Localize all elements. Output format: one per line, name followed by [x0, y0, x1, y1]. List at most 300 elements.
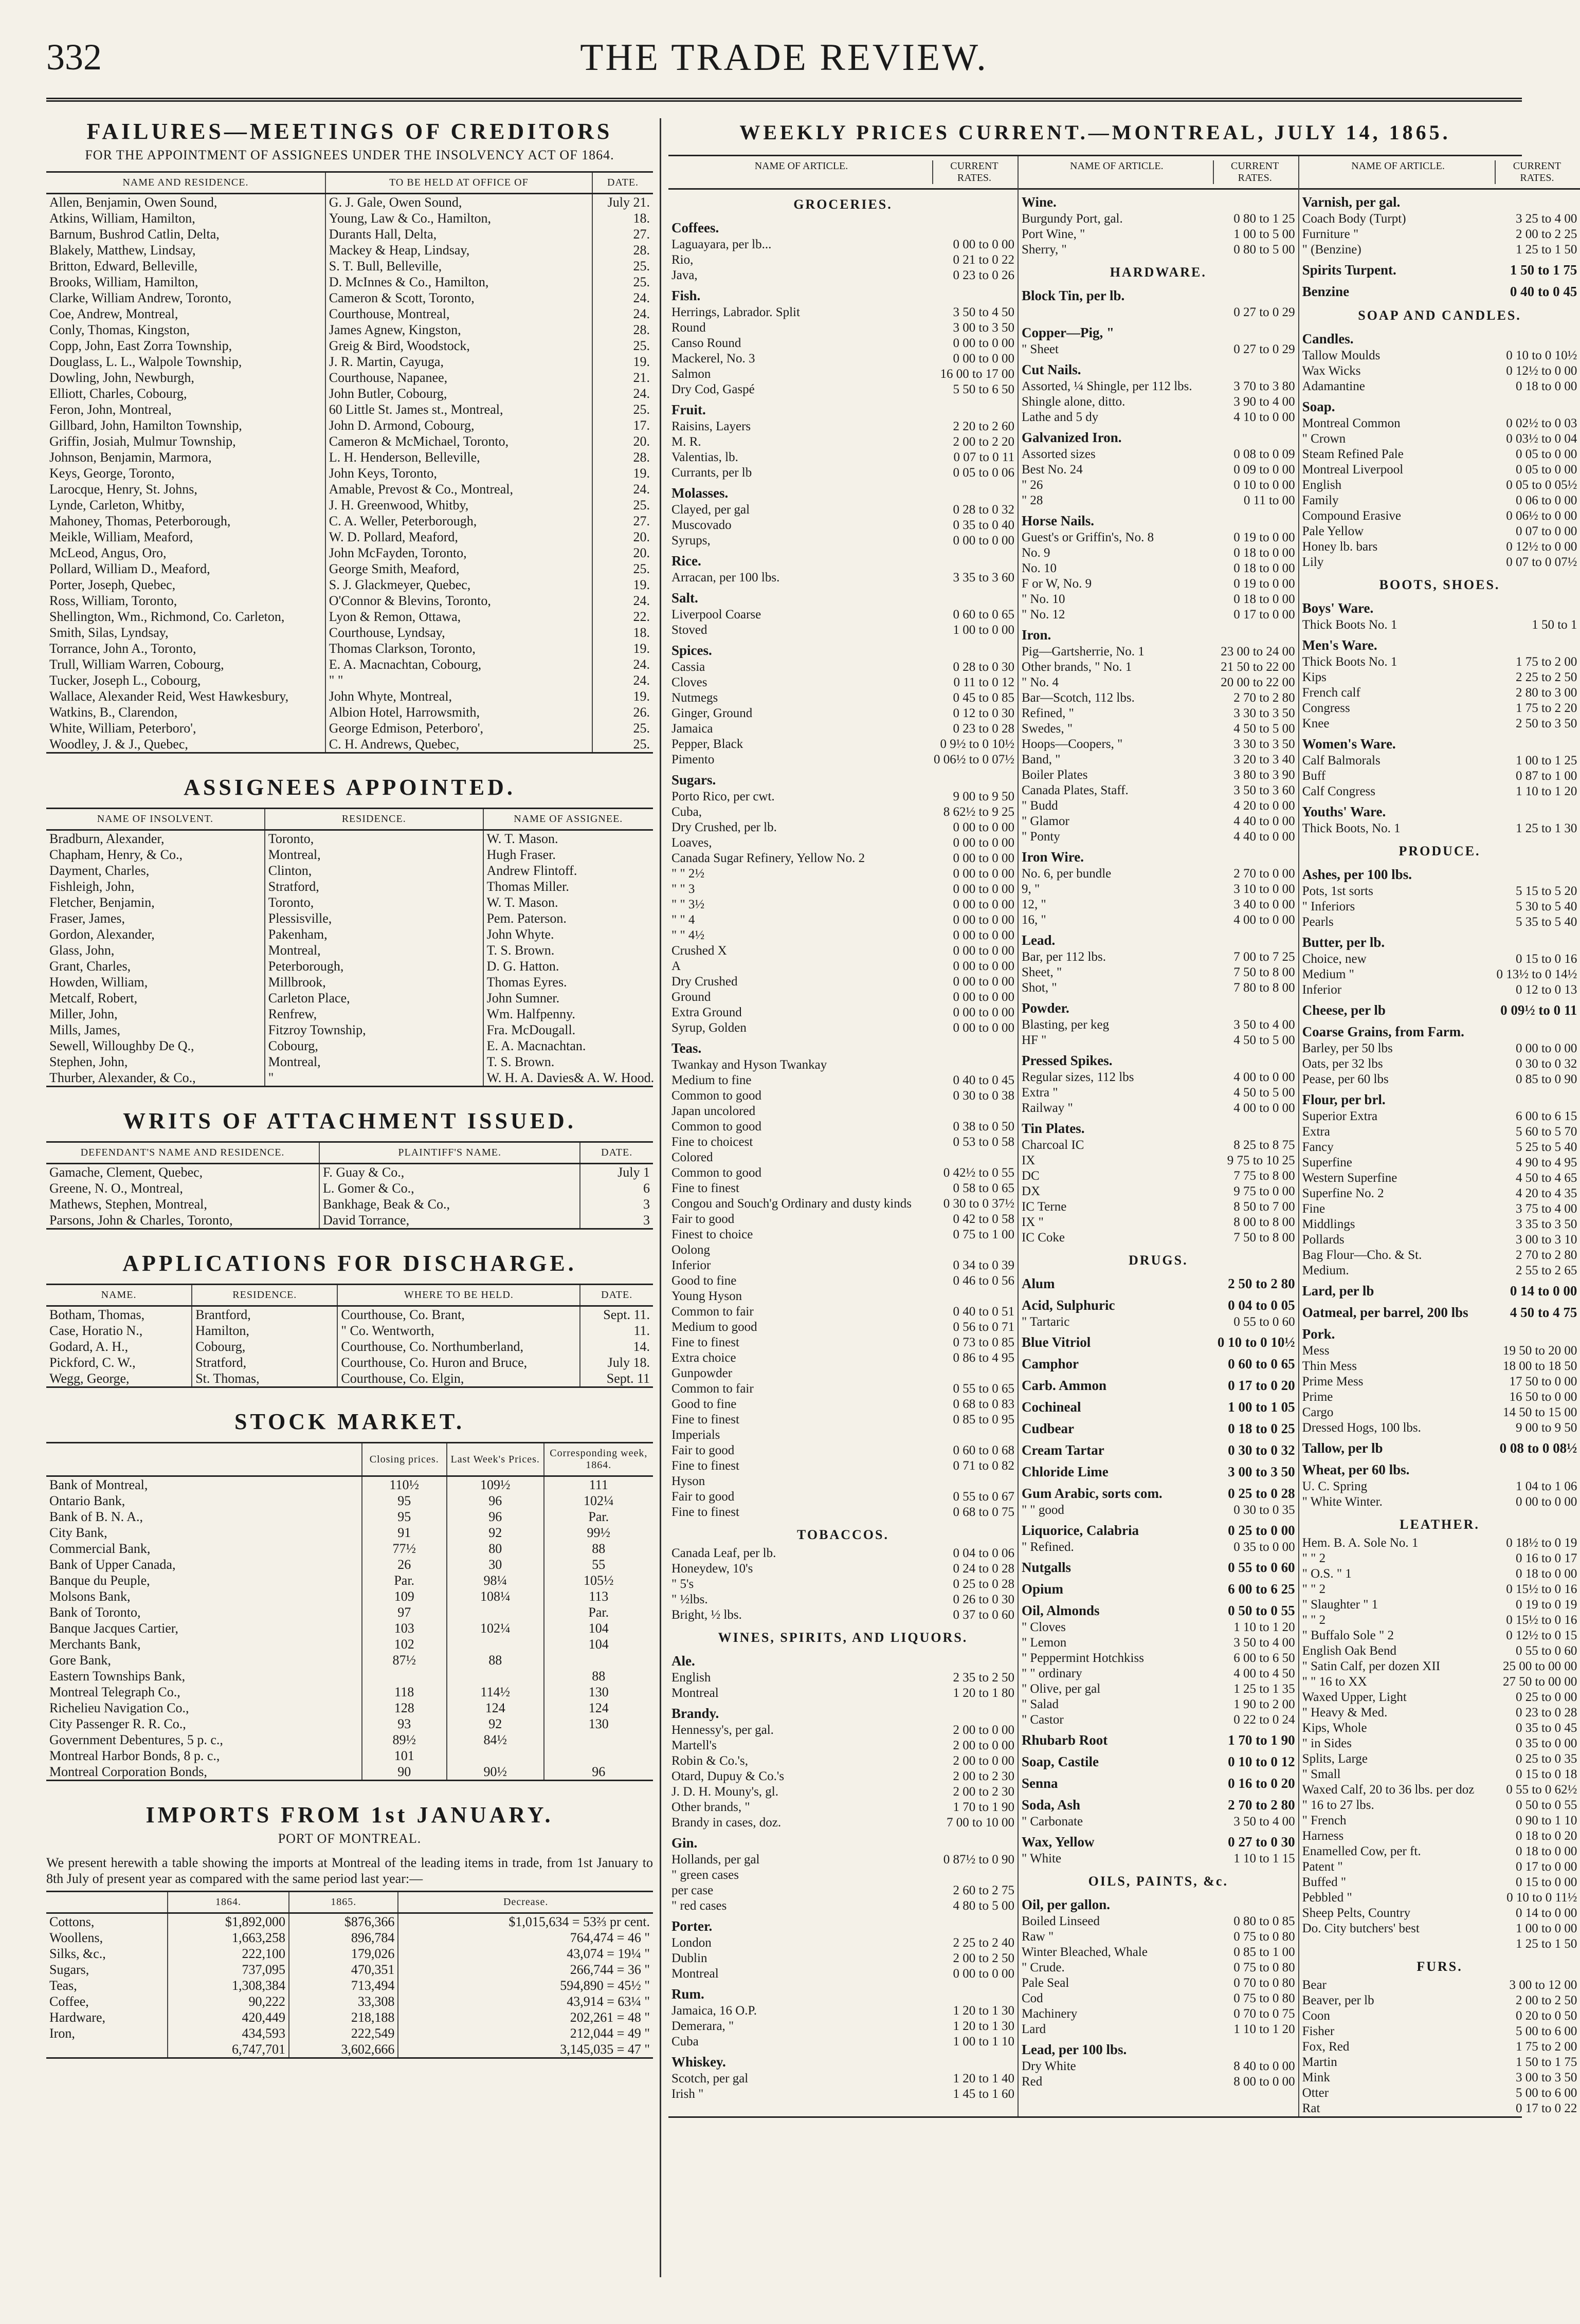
article-name: " " 2	[1302, 1613, 1326, 1627]
table-cell: 99½	[544, 1525, 653, 1541]
price-row	[668, 1020, 1018, 1036]
page-number: 332	[46, 36, 102, 78]
article-name: Fine to choicest	[671, 1135, 753, 1149]
price-row	[668, 434, 1018, 450]
article-name: Honey lb. bars	[1302, 540, 1378, 554]
price-row	[1299, 1993, 1580, 2008]
price-row	[1299, 524, 1580, 539]
price-rate	[912, 1242, 1014, 1258]
price-group-heading: WINES, SPIRITS, AND LIQUORS.	[718, 1630, 968, 1645]
table-cell: 95	[362, 1493, 447, 1509]
article-name: Bar—Scotch, 112 lbs.	[1021, 691, 1135, 705]
price-rate: 4 50 to 4 65	[1515, 1171, 1577, 1185]
table-cell: Barnum, Bushrod Catlin, Delta,	[49, 227, 220, 242]
article-name: IX "	[1021, 1215, 1044, 1229]
price-row	[668, 1800, 1018, 1815]
table-cell: J. R. Martin, Cayuga,	[325, 354, 592, 370]
table-cell: Thomas Miller.	[483, 879, 653, 894]
price-rate: 1 25 to 1 30	[1515, 821, 1577, 835]
table-cell: Cameron & Scott, Toronto,	[325, 290, 592, 306]
price-rate: 0 55 to 0 60	[1233, 1315, 1295, 1329]
article-name-header: NAME OF ARTICLE.	[1070, 160, 1164, 172]
table-cell	[447, 1668, 544, 1684]
price-row	[1299, 2070, 1580, 2085]
price-row	[1299, 1374, 1580, 1389]
table-cell: Parsons, John & Charles, Toronto,	[46, 1212, 319, 1229]
price-group-heading: OILS, PAINTS, &c.	[1088, 1874, 1228, 1889]
table-row	[46, 863, 653, 879]
price-rate	[1474, 330, 1577, 348]
price-row	[1299, 1690, 1580, 1705]
price-rate: 0 10 to 0 12	[1228, 1754, 1295, 1769]
discharge-title: APPLICATIONS FOR DISCHARGE.	[122, 1251, 577, 1276]
article-name: " Small	[1302, 1767, 1341, 1781]
price-row	[1299, 1767, 1580, 1782]
price-category	[668, 767, 1018, 789]
table-row	[46, 401, 653, 417]
price-rate: 0 09 to 0 00	[1233, 463, 1295, 477]
price-rate: 0 00 to 0 00	[953, 836, 1014, 850]
price-row	[1019, 1503, 1298, 1518]
article-name: " Salad	[1021, 1697, 1059, 1711]
price-rate: 2 80 to 3 00	[1515, 686, 1577, 700]
price-category	[1019, 623, 1298, 644]
price-rate: 3 90 to 4 00	[1233, 395, 1295, 409]
table-cell: 218,188	[289, 2009, 398, 2025]
table-row	[46, 306, 653, 322]
table-cell: Elliott, Charles, Cobourg,	[49, 386, 187, 401]
price-row	[1299, 1072, 1580, 1087]
table-cell: Iron,	[49, 2026, 75, 2041]
table-cell: Montreal,	[265, 942, 483, 958]
table-row	[46, 370, 653, 386]
price-rate: 0 60 to 0 68	[953, 1443, 1014, 1457]
price-row	[668, 237, 1018, 252]
price-rate	[912, 641, 1014, 660]
article-name: Porto Rico, per cwt.	[671, 790, 775, 803]
table-cell: Courthouse, Co. Huron and Bruce,	[337, 1355, 580, 1370]
table-row	[46, 1652, 653, 1668]
article-name: Fair to good	[671, 1443, 735, 1457]
table-cell: 3	[580, 1212, 653, 1229]
article-name: Waxed Calf, 20 to 36 lbs. per doz	[1302, 1783, 1475, 1797]
article-name: " Peppermint Hotchkiss	[1021, 1651, 1144, 1665]
column-header	[46, 1892, 168, 1913]
table-row	[46, 497, 653, 513]
price-row	[668, 1670, 1018, 1686]
price-rate: 0 14 to 0 00	[1515, 1906, 1577, 1920]
price-rate	[912, 286, 1014, 305]
price-category	[668, 585, 1018, 607]
price-row	[1299, 784, 1580, 799]
category-name: Cochineal	[1021, 1399, 1081, 1415]
table-row	[46, 1070, 653, 1087]
price-rate: 3 00 to 3 50	[1228, 1464, 1295, 1479]
table-cell: 24.	[592, 656, 653, 672]
price-row	[668, 1304, 1018, 1320]
article-name: Fisher	[1302, 2024, 1335, 2038]
table-cell: 84½	[447, 1732, 544, 1748]
category-name: Copper—Pig, "	[1021, 325, 1114, 340]
table-cell	[362, 1668, 447, 1684]
table-row	[46, 1006, 653, 1022]
price-row	[1299, 1343, 1580, 1359]
article-name: Choice, new	[1302, 952, 1367, 966]
category-name: Teas.	[671, 1040, 702, 1056]
price-row	[668, 1505, 1018, 1520]
article-name: Harness	[1302, 1829, 1344, 1843]
prices-column-header	[1019, 156, 1298, 190]
article-name: English Oak Bend	[1302, 1644, 1396, 1658]
article-name	[1302, 1936, 1475, 1952]
price-rate: 0 35 to 0 45	[1515, 1721, 1577, 1735]
stock-section	[46, 1408, 653, 1781]
table-cell: Metcalf, Robert,	[49, 991, 138, 1005]
price-rate: 6 00 to 6 15	[1515, 1109, 1577, 1123]
table-cell: Stratford,	[265, 879, 483, 894]
article-name: " Glamor	[1021, 814, 1069, 828]
price-rate: 0 17 to 0 22	[1515, 2101, 1577, 2115]
price-group-heading: TOBACCOS.	[797, 1527, 889, 1542]
category-name: Tin Plates.	[1021, 1121, 1085, 1136]
article-name: " in Sides	[1302, 1736, 1352, 1750]
price-row	[668, 706, 1018, 721]
table-cell: Conly, Thomas, Kingston,	[49, 322, 190, 337]
category-name: Molasses.	[671, 485, 729, 501]
table-cell: 96	[544, 1764, 653, 1781]
price-category	[1019, 1416, 1298, 1438]
table-cell: Sept. 11.	[580, 1306, 653, 1323]
price-row	[1019, 1017, 1298, 1033]
table-cell: City Bank,	[49, 1525, 107, 1540]
article-name: " " 3½	[671, 898, 705, 911]
table-cell: Chapham, Henry, & Co.,	[49, 847, 183, 862]
price-row	[1299, 617, 1580, 633]
price-row	[668, 1815, 1018, 1831]
article-name: " " good	[1021, 1503, 1064, 1517]
article-name: Stoved	[671, 623, 707, 637]
price-rate: 0 15½ to 0 16	[1506, 1613, 1577, 1627]
table-cell: Montreal,	[265, 1054, 483, 1070]
article-name: Boiler Plates	[1021, 768, 1088, 782]
table-cell: 90½	[447, 1764, 544, 1781]
table-cell: T. S. Brown.	[483, 942, 653, 958]
table-cell: Molsons Bank,	[49, 1589, 131, 1604]
price-rate: 9 00 to 9 50	[1515, 1421, 1577, 1435]
table-cell: Atkins, William, Hamilton,	[49, 211, 195, 226]
article-name: U. C. Spring	[1302, 1479, 1368, 1493]
price-category	[668, 1649, 1018, 1670]
price-category	[1299, 1457, 1580, 1479]
table-cell: Montreal Telegraph Co.,	[49, 1685, 180, 1699]
table-cell: Mills, James,	[49, 1022, 120, 1037]
table-cell: 19.	[592, 465, 653, 481]
column-header: NAME OF INSOLVENT.	[46, 809, 265, 830]
table-cell: Woollens,	[49, 1930, 103, 1945]
article-name: Thick Boots, No. 1	[1302, 821, 1401, 835]
price-category	[1019, 1728, 1298, 1749]
price-row	[668, 1489, 1018, 1505]
article-name: Canada Sugar Refinery, Yellow No. 2	[671, 851, 865, 865]
price-row	[668, 974, 1018, 990]
price-row	[1299, 379, 1580, 394]
price-row	[668, 1546, 1018, 1561]
price-category	[1299, 1019, 1580, 1041]
price-rate	[912, 1104, 1014, 1119]
price-row	[1299, 1405, 1580, 1420]
article-name: Fine to finest	[671, 1413, 739, 1426]
table-cell: 25.	[592, 338, 653, 354]
left-column	[46, 118, 653, 2079]
table-row	[46, 1196, 653, 1212]
table-cell: John Whyte.	[483, 926, 653, 942]
table-cell: W. T. Mason.	[483, 894, 653, 910]
price-category	[1019, 1373, 1298, 1395]
category-name: Flour, per brl.	[1302, 1092, 1386, 1107]
price-row	[1299, 1844, 1580, 1859]
table-cell: David Torrance,	[319, 1212, 580, 1229]
article-name: Shingle alone, ditto.	[1021, 395, 1125, 409]
category-name: Spices.	[671, 643, 712, 658]
price-row	[1019, 1184, 1298, 1199]
price-rate: 7 00 to 7 25	[1233, 950, 1295, 964]
price-rate: 0 19 to 0 19	[1515, 1598, 1577, 1612]
table-row	[46, 1370, 653, 1387]
price-rate: 7 00 to 10 00	[947, 1816, 1014, 1829]
table-cell: Peterborough,	[265, 958, 483, 974]
table-cell: Larocque, Henry, St. Johns,	[49, 482, 197, 497]
price-row	[668, 1366, 1018, 1381]
category-name: Whiskey.	[671, 2054, 726, 2070]
article-name: Refined, "	[1021, 706, 1074, 720]
article-name: Sherry, "	[1021, 243, 1067, 257]
price-rate: 2 00 to 2 50	[953, 1951, 1014, 1965]
table-cell: E. A. Macnachtan, Cobourg,	[325, 656, 592, 672]
article-name: Fine to finest	[671, 1505, 739, 1519]
article-name: Laguayara, per lb...	[671, 237, 772, 251]
table-cell: 19.	[592, 354, 653, 370]
article-name: " Sheet	[1021, 342, 1059, 356]
price-rate: 3 40 to 0 00	[1233, 898, 1295, 911]
category-name: Soda, Ash	[1021, 1797, 1081, 1813]
price-rate: 0 04 to 0 05	[1228, 1297, 1295, 1313]
table-cell: Allen, Benjamin, Owen Sound,	[49, 195, 217, 210]
article-name: Montreal	[671, 1967, 719, 1981]
table-cell: Gamache, Clement, Quebec,	[49, 1165, 203, 1180]
price-rate: 2 50 to 2 80	[1228, 1276, 1295, 1291]
category-name: Cut Nails.	[1021, 362, 1081, 377]
article-name: Common to good	[671, 1166, 762, 1180]
price-row	[1299, 2085, 1580, 2101]
price-row	[1299, 1659, 1580, 1674]
article-name: Raw "	[1021, 1930, 1054, 1944]
price-rate: 8 25 to 8 75	[1233, 1138, 1295, 1152]
imports-title: IMPORTS FROM 1st JANUARY.	[146, 1802, 554, 1827]
price-row	[1299, 1170, 1580, 1186]
price-row	[1019, 1681, 1298, 1697]
article-name: Japan uncolored	[671, 1104, 756, 1118]
table-cell: Lyon & Remon, Ottawa,	[325, 609, 592, 625]
table-cell: Thurber, Alexander, & Co.,	[46, 1070, 265, 1087]
price-rate: 0 28 to 0 32	[953, 503, 1014, 517]
column-header: 1864.	[168, 1892, 289, 1913]
price-category	[668, 1036, 1018, 1057]
category-name: Chloride Lime	[1021, 1464, 1109, 1479]
price-category	[668, 283, 1018, 305]
table-cell: Courthouse, Co. Brant,	[337, 1306, 580, 1323]
table-cell: 114½	[447, 1684, 544, 1700]
table-row	[46, 1604, 653, 1620]
price-row	[1019, 227, 1298, 242]
table-cell: Cottons,	[49, 1914, 95, 1929]
price-row	[1019, 1851, 1298, 1866]
table-cell: 89½	[362, 1732, 447, 1748]
price-row	[1019, 767, 1298, 783]
table-cell: 90	[362, 1764, 447, 1781]
article-name: Cuba	[671, 2035, 699, 2048]
price-row	[1019, 1975, 1298, 1991]
price-rate: 8 40 to 0 00	[1233, 2059, 1295, 2073]
table-cell: Shellington, Wm., Richmond, Co. Carleton,	[49, 609, 285, 624]
price-group-heading: GROCERIES.	[793, 197, 893, 212]
table-row	[46, 688, 653, 704]
price-category	[1299, 1087, 1580, 1109]
price-row	[668, 1428, 1018, 1443]
price-row	[668, 2034, 1018, 2049]
price-row	[1019, 1697, 1298, 1712]
article-name: J. D. H. Mouny's, gl.	[671, 1785, 778, 1799]
table-cell: 28.	[592, 322, 653, 338]
price-row	[1299, 1248, 1580, 1263]
assignees-table	[46, 808, 653, 1087]
price-rate: 2 00 to 0 00	[953, 1723, 1014, 1737]
price-rate: 0 07 to 0 07½	[1506, 555, 1577, 569]
article-name: " " 2	[1302, 1582, 1326, 1596]
price-rate: 0 13½ to 0 14½	[1496, 967, 1577, 981]
table-cell: 124	[544, 1700, 653, 1716]
price-rate	[1192, 1895, 1295, 1914]
table-cell: 102¼	[544, 1493, 653, 1509]
price-row	[668, 1289, 1018, 1304]
table-cell: 3,145,035 = 47 "	[398, 2041, 653, 2058]
article-name: Pebbled "	[1302, 1891, 1352, 1905]
price-row	[668, 419, 1018, 434]
price-rate: 0 00 to 0 00	[953, 959, 1014, 973]
price-group-heading: HARDWARE.	[1110, 265, 1207, 280]
table-row	[46, 990, 653, 1006]
table-cell: Lynde, Carleton, Whitby,	[49, 498, 185, 513]
category-name: Benzine	[1302, 284, 1350, 299]
price-category	[668, 1914, 1018, 1935]
price-category	[1019, 1518, 1298, 1540]
price-row	[1299, 2039, 1580, 2055]
price-rate: 0 16 to 0 20	[1228, 1776, 1295, 1791]
table-row	[46, 958, 653, 974]
price-row	[668, 1852, 1018, 1868]
article-name: Fancy	[1302, 1140, 1334, 1154]
price-row	[1299, 1890, 1580, 1906]
article-name: Round	[671, 321, 706, 335]
price-category	[668, 397, 1018, 419]
price-rate: 1 90 to 2 00	[1233, 1697, 1295, 1711]
article-name: Inferior	[671, 1258, 711, 1272]
article-name: Imperials	[671, 1428, 720, 1442]
table-cell: 19.	[592, 577, 653, 593]
article-name: Red	[1021, 2075, 1043, 2089]
table-cell: Godard, A. H.,	[49, 1339, 129, 1354]
table-cell: 101	[362, 1748, 447, 1764]
price-row	[668, 2019, 1018, 2034]
table-row	[46, 830, 653, 847]
price-group-heading: DRUGS.	[1129, 1253, 1188, 1268]
table-row	[46, 1541, 653, 1557]
price-row	[668, 1412, 1018, 1428]
article-name: Do. City butchers' best	[1302, 1922, 1420, 1935]
article-name: Calf Congress	[1302, 784, 1376, 798]
price-rate: 0 16 to 0 17	[1515, 1551, 1577, 1565]
table-cell: 109	[362, 1588, 447, 1604]
price-rate	[912, 1150, 1014, 1165]
category-name: Lead, per 100 lbs.	[1021, 2042, 1127, 2057]
price-row	[668, 1165, 1018, 1181]
article-name: " Crown	[1302, 432, 1346, 446]
price-row	[668, 1784, 1018, 1800]
price-rate: 0 05 to 0 05½	[1506, 478, 1577, 492]
price-rate: 0 60 to 0 65	[953, 608, 1014, 621]
article-name: Ginger, Ground	[671, 706, 753, 720]
price-row	[1299, 1936, 1580, 1952]
table-cell: Ross, William, Toronto,	[49, 593, 177, 608]
table-cell: McLeod, Angus, Oro,	[49, 545, 167, 560]
column-header	[46, 1443, 362, 1476]
article-name	[1022, 305, 1192, 320]
table-cell: 124	[447, 1700, 544, 1716]
price-row	[1299, 716, 1580, 731]
article-name: Bag Flour—Cho. & St.	[1302, 1248, 1422, 1262]
category-name: Ale.	[671, 1653, 695, 1669]
article-name: Congress	[1302, 701, 1350, 715]
price-row	[1019, 1712, 1298, 1728]
price-row	[1019, 1945, 1298, 1960]
table-cell: Coe, Andrew, Montreal,	[49, 306, 178, 321]
price-row	[1299, 701, 1580, 716]
table-cell: John Whyte, Montreal,	[325, 688, 592, 704]
article-name: Port Wine, "	[1021, 227, 1085, 241]
price-rate: 4 50 to 4 75	[1510, 1305, 1577, 1320]
article-name: Buff	[1302, 769, 1326, 783]
price-row	[668, 2071, 1018, 2087]
table-cell: Case, Horatio N.,	[49, 1323, 143, 1338]
price-row	[668, 1883, 1018, 1898]
price-rate: 1 75 to 2 20	[1515, 701, 1577, 715]
table-cell: Mackey & Heap, Lindsay,	[325, 242, 592, 258]
article-name: Bear	[1302, 1978, 1327, 1992]
table-cell: Bradburn, Alexander,	[49, 831, 165, 846]
table-row	[46, 1946, 653, 1962]
price-rate: 4 90 to 4 95	[1515, 1156, 1577, 1169]
article-name: Mink	[1302, 2071, 1330, 2084]
article-name: Common to good	[671, 1120, 762, 1133]
assignees-title: ASSIGNEES APPOINTED.	[184, 775, 516, 800]
category-name: Coarse Grains, from Farm.	[1302, 1024, 1464, 1039]
price-row	[1019, 814, 1298, 829]
price-row	[1019, 1651, 1298, 1666]
price-row	[668, 866, 1018, 882]
table-row	[46, 910, 653, 926]
article-name: French calf	[1302, 686, 1360, 700]
article-name: Furniture "	[1302, 227, 1359, 241]
price-rate	[1192, 1119, 1295, 1138]
